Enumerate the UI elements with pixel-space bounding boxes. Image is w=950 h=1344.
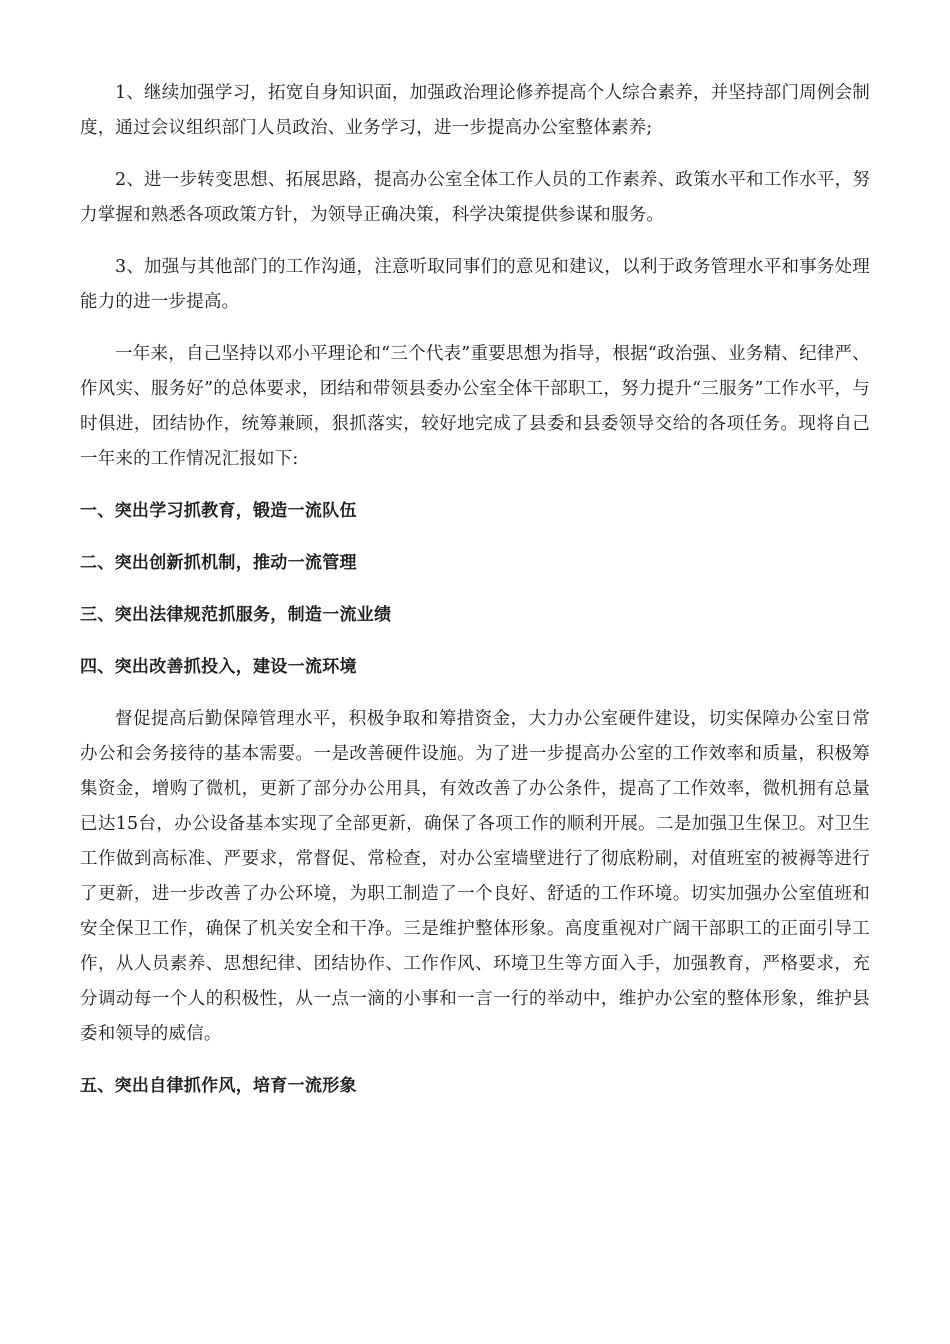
section-4-body: 督促提高后勤保障管理水平，积极争取和筹措资金，大力办公室硬件建设，切实保障办公室日常办公和会务接待的基本需要。一是改善硬件设施。为了进一步提高办公室的工作效率和质量，积极筹集资金，增购了微机，更新了部分办公用具，有效改善了办公条件，提高了工作效率，微机拥有总量已达15台，办公设备基本实现了全部更新，确保了各项工作的顺利开展。二是加强卫生保卫。对卫生工作做到高标准、严要求，常督促、常检查，对办公室墙壁进行了彻底粉刷，对值班室的被褥等进行了更新，进一步改善了办公环境，为职工制造了一个良好、舒适的工作环境。切实加强办公室值班和安全保卫工作，确保了机关安全和干净。三是维护整体形象。高度重视对广阔干部职工的正面引导工作，从人员素养、思想纪律、团结协作、工作作风、环境卫生等方面入手，加强教育，严格要求，充分调动每一个人的积极性，从一点一滴的小事和一言一行的举动中，维护办公室的整体形象，维护县委和领导的威信。 xyxy=(80,709,870,1044)
section-heading-1: 一、突出学习抓教育，锻造一流队伍 xyxy=(80,501,357,521)
section-heading-5: 五、突出自律抓作风，培育一流形象 xyxy=(80,1076,357,1096)
document-page xyxy=(80,76,870,1121)
paragraph-item-3: 3、加强与其他部门的工作沟通，注意听取同事们的意见和建议，以利于政务管理水平和事务处理能力的进一步提高。 xyxy=(80,257,870,312)
paragraph-item-2: 2、进一步转变思想、拓展思路，提高办公室全体工作人员的工作素养、政策水平和工作水平，努力掌握和熟悉各项政策方针，为领导正确决策，科学决策提供参谋和服务。 xyxy=(80,170,870,225)
section-heading-3: 三、突出法律规范抓服务，制造一流业绩 xyxy=(80,605,392,625)
paragraph-item-1: 1、继续加强学习，拓宽自身知识面，加强政治理论修养提高个人综合素养，并坚持部门周例会制度，通过会议组织部门人员政治、业务学习，进一步提高办公室整体素养; xyxy=(80,83,870,138)
section-heading-4: 四、突出改善抓投入，建设一流环境 xyxy=(80,657,357,677)
section-heading-2: 二、突出创新抓机制，推动一流管理 xyxy=(80,553,357,573)
paragraph-summary-intro: 一年来，自己坚持以邓小平理论和“三个代表”重要思想为指导，根据“政治强、业务精、纪律严、作风实、服务好”的总体要求，团结和带领县委办公室全体干部职工，努力提升“三服务”工作水平，与时俱进，团结协作，统筹兼顾，狠抓落实，较好地完成了县委和县委领导交给的各项任务。现将自己一年来的工作情况汇报如下: xyxy=(80,344,870,469)
